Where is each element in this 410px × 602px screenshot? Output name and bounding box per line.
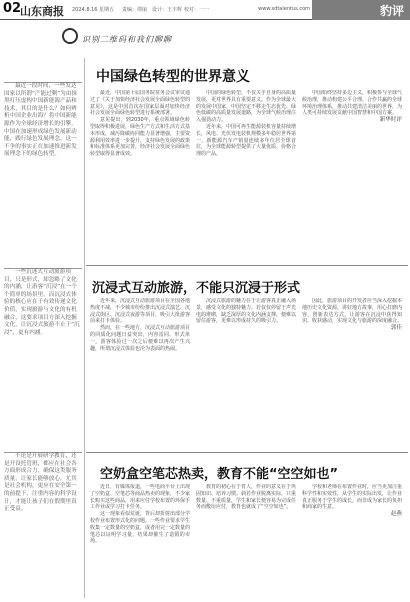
article-title: 空奶盒空笔芯热卖，教育不能“空空如也” xyxy=(100,467,339,482)
section-divider xyxy=(86,265,408,266)
text-column xyxy=(90,298,190,446)
text-column xyxy=(302,298,402,446)
site-url[interactable]: www.sdtalentus.com xyxy=(258,6,310,12)
sidebar-text: 一些沉迷式互动旅游项目，只是形式，却忽略了文化的内涵，让游客“沉浸”在一个个简单的场景里。而沉浸式体验的核心应在于有效传递文化价值，实现旅游与文化的有机融合，这要求项目方深入挖掘文化，让沉浸式旅游不止于“沉浸”，更有内涵。 xyxy=(4,269,80,336)
paragraph: 沉浸式旅游的魅力在于让游客真正融入场景，感受文化的独特魅力。若仅仅停留于声光电的堆砌，缺乏深厚的文化内涵支撑，便难以留住游客，更难以形成持久的吸引力。 xyxy=(196,298,296,325)
paragraph: 近年来，中国可再生能源装机容量持续增长，风电、光伏发电装机规模多年稳居世界第一，新能源汽车产销量连续多年位居全球首位，为全球能源转型提供了大量优质、价格合理的产品。 xyxy=(196,123,296,158)
column-logo xyxy=(312,0,410,20)
proofreader: 校对：一一 xyxy=(184,7,210,13)
column-logo-text: 豹评 xyxy=(379,4,404,18)
editor: 责编：谭丽 xyxy=(122,7,148,13)
sidebar-summary-3 xyxy=(4,452,82,514)
article-title: 中国绿色转型的世界意义 xyxy=(96,69,250,85)
text-column xyxy=(196,298,296,446)
paragraph: 近日，有媒体报道，一些电商平台上出现了空奶盒、空笔芯等商品热卖的现象，不少家长购买这些商品，用来应付学校布置的环保手工作业或学习打卡任务。 xyxy=(90,484,190,511)
page-number: 02 xyxy=(3,1,22,16)
article-author: 郭佳 xyxy=(390,325,402,332)
text-column xyxy=(90,90,190,260)
paragraph: 近年来，沉浸式互动旅游项目在全国各地热度不减，不少城市纷纷推出沉浸式演艺、沉浸式街区、沉浸式夜游等项目，吸引大批游客前来打卡体验。 xyxy=(90,298,190,325)
paragraph: 最近，中国第十届国务院常务会议审议通过了《关于加快经济社会发展全面绿色转型的意见》，这是中国首次在国家层面对加快经济社会发展全面绿色转型进行系统部署。 xyxy=(90,90,190,117)
article-body xyxy=(90,90,402,260)
paragraph: 学校和老师在布置作业时，应当更加注重科学性和实效性，从学生的实际出发，让作业真正服务于学生的成长，而非成为家长的负担和商家的生意。 xyxy=(302,484,402,511)
paragraph: 中国始终坚持多边主义，积极参与全球气候治理，推动构建公平合理、合作共赢的全球环境治理体系，推动共建清洁美丽的世界，为人类可持续发展贡献中国智慧和中国方案。 xyxy=(302,90,402,117)
text-column xyxy=(90,484,190,596)
text-column xyxy=(302,484,402,596)
section-divider xyxy=(86,452,408,453)
paragraph: 意见提出，到2030年，重点领域绿色转型取得积极进展，绿色生产方式和生活方式基本形成，减污降碳协同能力显著增强，主要资源利用效率进一步提升，支持绿色发展的政策和标准体系更加完善，经济社会发展全面绿色转型取得显著成效。 xyxy=(90,117,190,158)
text-column xyxy=(302,90,402,260)
sidebar-summary-2 xyxy=(4,268,82,337)
paragraph: 这一现象看似荒诞，背后却折射出部分学校作业布置形式化的问题。一些作业要求学生收集一定数量的空奶盒，或者用完一定数量的笔芯以证明学习量，结果却催生了造假的市场。 xyxy=(90,511,190,545)
sidebar-text: 最近一段时间，一些发达国家以所谓“产能过剩”为由抹黑打压虚构中国新能源产品和技术，其目的是什么？如何辨析中国企业出海？将中国新能源作为全球经济增长的引擎，中国在加速形成绿色发展新动能，践行绿色发展理念，这一不争的事实正在加速推进新发展理念下的绿色转型。 xyxy=(4,83,77,158)
paper-name: 山东商报 xyxy=(20,5,64,18)
text-column xyxy=(196,90,296,260)
paragraph: 然而，在一些地方，沉浸式互动旅游项目的同质化问题日益突出，内容雷同、形式单一，游客体验过一次之后便难以再次产生兴趣，所谓沉浸式体验也沦为表面的热闹。 xyxy=(90,325,190,352)
article-author: 赵燕 xyxy=(390,511,402,518)
article-body xyxy=(90,298,402,446)
article-author: 新华时评 xyxy=(379,117,402,124)
paragraph: 教育的初心在于育人，作业的意义在于巩固知识、培养习惯。倘若作业脱离实际，只重数量、不重质量，学生和家长便容易为完成任务而敷衍应付，教育也就成了“空空如也”。 xyxy=(196,484,296,511)
paragraph: 因此，旅游项目的开发者应当深入挖掘本地历史文化资源，讲好地方故事，用心打磨内容，创新表达方式，让游客在沉浸中获得知识、收获感动，实现文化与旅游的深度融合。 xyxy=(302,298,402,325)
column-divider xyxy=(84,58,85,598)
article-body xyxy=(90,484,402,596)
article-title: 沉浸式互动旅游，不能只沉浸于形式 xyxy=(92,281,301,296)
paragraph: 中国的绿色转型，不仅关乎自身的高质量发展，更对世界具有重要意义。作为全球最大的发展中国家，中国坚定不移走生态优先、绿色低碳的高质量发展道路，为全球气候治理注入强劲动力。 xyxy=(196,90,296,124)
text-column xyxy=(196,484,296,596)
slogan: 识别二维码和我们聊聊 xyxy=(82,35,172,44)
sidebar-text: 不论是开展研学教育，还是开设托管班，都应在社会各方面形成合力，确保这类服务质量，让家长能够放心。尤其是社会机构，更应在安全第一的前提下，注重内容的科学设计，才能让孩子们在假期里真正受益。 xyxy=(4,453,77,513)
designer: 设计：王丰辉 xyxy=(152,7,183,13)
issue-date: 2024.8.16 星期五 xyxy=(72,7,115,13)
sidebar-summary-1 xyxy=(4,82,82,159)
qr-pencil-icon xyxy=(62,28,78,44)
masthead xyxy=(0,0,410,20)
